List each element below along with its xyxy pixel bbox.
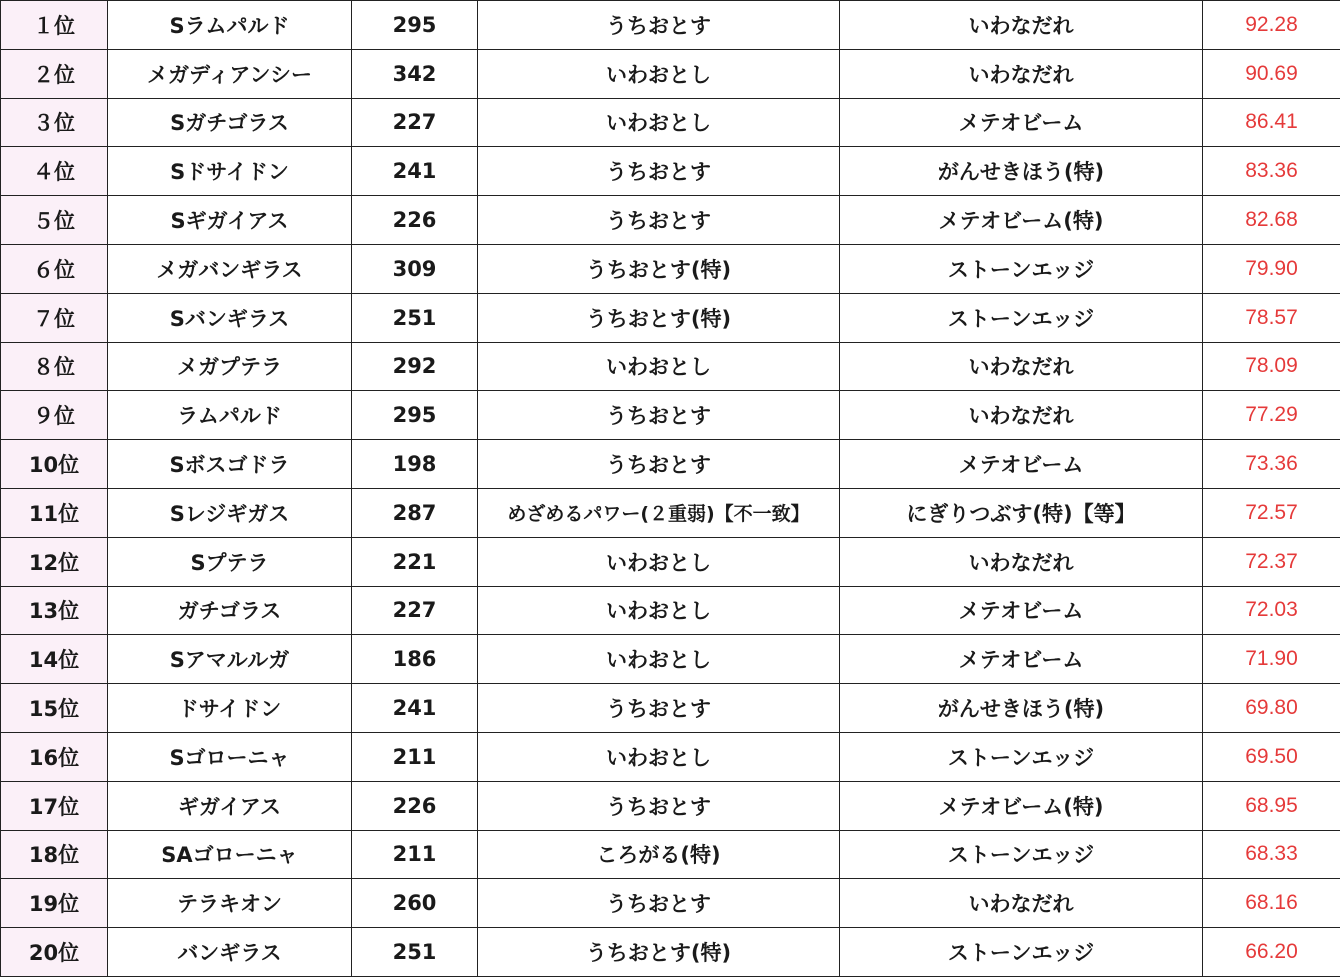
- name-cell: SAゴローニャ: [108, 830, 352, 879]
- table-row: [1, 1, 1340, 50]
- score-cell: 78.57: [1203, 293, 1340, 342]
- table-row: [1, 928, 1340, 977]
- name-cell: ガチゴラス: [108, 586, 352, 635]
- name-cell: Sバンギラス: [108, 293, 352, 342]
- stat-cell: 226: [352, 781, 478, 830]
- move2-cell: にぎりつぶす(特)【等】: [840, 488, 1203, 537]
- score-cell: 90.69: [1203, 49, 1340, 98]
- rank-cell: 19位: [1, 879, 108, 928]
- move1-cell: うちおとす: [478, 1, 840, 50]
- rank-cell: ２位: [1, 49, 108, 98]
- table-row: [1, 147, 1340, 196]
- rank-cell: ９位: [1, 391, 108, 440]
- name-cell: バンギラス: [108, 928, 352, 977]
- stat-cell: 342: [352, 49, 478, 98]
- move2-cell: がんせきほう(特): [840, 147, 1203, 196]
- score-cell: 68.95: [1203, 781, 1340, 830]
- move2-cell: いわなだれ: [840, 342, 1203, 391]
- stat-cell: 251: [352, 928, 478, 977]
- ranking-table-body: [1, 1, 1340, 977]
- table-row: [1, 830, 1340, 879]
- score-cell: 83.36: [1203, 147, 1340, 196]
- move2-cell: メテオビーム: [840, 440, 1203, 489]
- name-cell: テラキオン: [108, 879, 352, 928]
- stat-cell: 251: [352, 293, 478, 342]
- rank-cell: ５位: [1, 196, 108, 245]
- stat-cell: 287: [352, 488, 478, 537]
- name-cell: Sラムパルド: [108, 1, 352, 50]
- table-row: [1, 684, 1340, 733]
- name-cell: ラムパルド: [108, 391, 352, 440]
- name-cell: メガプテラ: [108, 342, 352, 391]
- rank-cell: ６位: [1, 244, 108, 293]
- move1-cell: いわおとし: [478, 635, 840, 684]
- rank-cell: ８位: [1, 342, 108, 391]
- stat-cell: 227: [352, 98, 478, 147]
- rank-cell: 12位: [1, 537, 108, 586]
- name-cell: メガディアンシー: [108, 49, 352, 98]
- move2-cell: メテオビーム(特): [840, 196, 1203, 245]
- score-cell: 66.20: [1203, 928, 1340, 977]
- move1-cell: うちおとす: [478, 391, 840, 440]
- score-cell: 68.16: [1203, 879, 1340, 928]
- table-row: [1, 293, 1340, 342]
- move1-cell: いわおとし: [478, 732, 840, 781]
- table-row: [1, 391, 1340, 440]
- table-row: [1, 244, 1340, 293]
- score-cell: 73.36: [1203, 440, 1340, 489]
- score-cell: 71.90: [1203, 635, 1340, 684]
- rank-cell: ３位: [1, 98, 108, 147]
- move2-cell: ストーンエッジ: [840, 293, 1203, 342]
- stat-cell: 309: [352, 244, 478, 293]
- rank-cell: 20位: [1, 928, 108, 977]
- move1-cell: いわおとし: [478, 49, 840, 98]
- rank-cell: １位: [1, 1, 108, 50]
- move2-cell: メテオビーム: [840, 98, 1203, 147]
- rank-cell: 11位: [1, 488, 108, 537]
- name-cell: Sプテラ: [108, 537, 352, 586]
- move1-cell: うちおとす: [478, 440, 840, 489]
- name-cell: Sボスゴドラ: [108, 440, 352, 489]
- table-row: [1, 781, 1340, 830]
- table-row: [1, 537, 1340, 586]
- score-cell: 79.90: [1203, 244, 1340, 293]
- score-cell: 72.03: [1203, 586, 1340, 635]
- score-cell: 77.29: [1203, 391, 1340, 440]
- name-cell: ドサイドン: [108, 684, 352, 733]
- name-cell: Sレジギガス: [108, 488, 352, 537]
- move1-cell: いわおとし: [478, 342, 840, 391]
- move2-cell: いわなだれ: [840, 1, 1203, 50]
- name-cell: Sギガイアス: [108, 196, 352, 245]
- move1-cell: ころがる(特): [478, 830, 840, 879]
- stat-cell: 227: [352, 586, 478, 635]
- stat-cell: 295: [352, 391, 478, 440]
- table-row: [1, 586, 1340, 635]
- move1-cell: いわおとし: [478, 586, 840, 635]
- rank-cell: ７位: [1, 293, 108, 342]
- rank-cell: 14位: [1, 635, 108, 684]
- move2-cell: メテオビーム: [840, 586, 1203, 635]
- rank-cell: 10位: [1, 440, 108, 489]
- stat-cell: 211: [352, 830, 478, 879]
- move2-cell: メテオビーム: [840, 635, 1203, 684]
- move2-cell: がんせきほう(特): [840, 684, 1203, 733]
- move1-cell: めざめるパワー(２重弱)【不一致】: [478, 488, 840, 537]
- table-row: [1, 879, 1340, 928]
- table-row: [1, 635, 1340, 684]
- rank-cell: 15位: [1, 684, 108, 733]
- stat-cell: 221: [352, 537, 478, 586]
- move1-cell: うちおとす(特): [478, 293, 840, 342]
- table-row: [1, 488, 1340, 537]
- move1-cell: いわおとし: [478, 537, 840, 586]
- move2-cell: いわなだれ: [840, 879, 1203, 928]
- move2-cell: ストーンエッジ: [840, 928, 1203, 977]
- name-cell: ギガイアス: [108, 781, 352, 830]
- score-cell: 92.28: [1203, 1, 1340, 50]
- move2-cell: いわなだれ: [840, 391, 1203, 440]
- name-cell: Sドサイドン: [108, 147, 352, 196]
- move1-cell: うちおとす: [478, 781, 840, 830]
- move2-cell: ストーンエッジ: [840, 732, 1203, 781]
- score-cell: 82.68: [1203, 196, 1340, 245]
- rank-cell: 17位: [1, 781, 108, 830]
- table-row: [1, 342, 1340, 391]
- name-cell: Sアマルルガ: [108, 635, 352, 684]
- move1-cell: うちおとす(特): [478, 928, 840, 977]
- move1-cell: うちおとす: [478, 684, 840, 733]
- score-cell: 69.50: [1203, 732, 1340, 781]
- table-row: [1, 98, 1340, 147]
- table-row: [1, 196, 1340, 245]
- table-row: [1, 49, 1340, 98]
- stat-cell: 241: [352, 147, 478, 196]
- rank-cell: ４位: [1, 147, 108, 196]
- score-cell: 69.80: [1203, 684, 1340, 733]
- move1-cell: うちおとす: [478, 147, 840, 196]
- score-cell: 78.09: [1203, 342, 1340, 391]
- stat-cell: 241: [352, 684, 478, 733]
- rank-cell: 13位: [1, 586, 108, 635]
- rank-cell: 18位: [1, 830, 108, 879]
- score-cell: 72.57: [1203, 488, 1340, 537]
- stat-cell: 292: [352, 342, 478, 391]
- stat-cell: 186: [352, 635, 478, 684]
- rank-cell: 16位: [1, 732, 108, 781]
- move1-cell: うちおとす(特): [478, 244, 840, 293]
- move1-cell: うちおとす: [478, 196, 840, 245]
- stat-cell: 260: [352, 879, 478, 928]
- stat-cell: 295: [352, 1, 478, 50]
- move2-cell: いわなだれ: [840, 49, 1203, 98]
- table-row: [1, 732, 1340, 781]
- move2-cell: いわなだれ: [840, 537, 1203, 586]
- stat-cell: 211: [352, 732, 478, 781]
- name-cell: Sゴローニャ: [108, 732, 352, 781]
- table-row: [1, 440, 1340, 489]
- stat-cell: 198: [352, 440, 478, 489]
- move1-cell: いわおとし: [478, 98, 840, 147]
- stat-cell: 226: [352, 196, 478, 245]
- score-cell: 68.33: [1203, 830, 1340, 879]
- name-cell: メガバンギラス: [108, 244, 352, 293]
- move2-cell: ストーンエッジ: [840, 244, 1203, 293]
- move2-cell: メテオビーム(特): [840, 781, 1203, 830]
- score-cell: 86.41: [1203, 98, 1340, 147]
- score-cell: 72.37: [1203, 537, 1340, 586]
- move2-cell: ストーンエッジ: [840, 830, 1203, 879]
- name-cell: Sガチゴラス: [108, 98, 352, 147]
- move1-cell: うちおとす: [478, 879, 840, 928]
